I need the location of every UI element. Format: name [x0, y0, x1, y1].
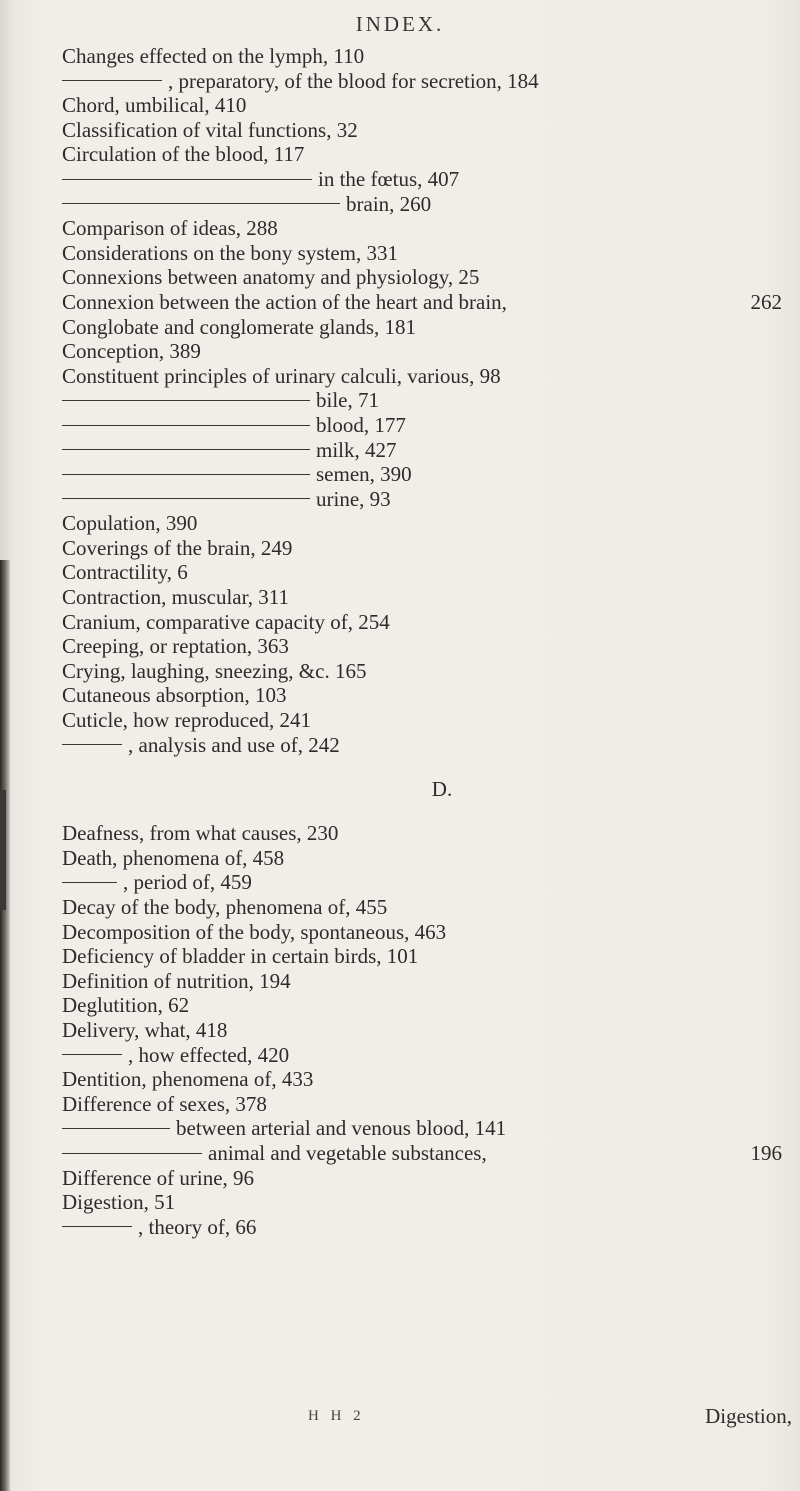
index-entry — [62, 708, 782, 733]
entry-text: blood, 177 — [316, 412, 406, 437]
index-entry — [62, 265, 782, 290]
entry-text: bile, 71 — [316, 388, 379, 413]
ditto-dash — [62, 744, 122, 745]
index-entry — [62, 413, 782, 438]
index-entry — [62, 993, 782, 1018]
index-entry — [62, 438, 782, 463]
index-entry — [62, 1067, 782, 1092]
page-header: INDEX. — [355, 12, 445, 36]
book-spine-shadow — [0, 560, 10, 1491]
entry-text: Delivery, what, 418 — [62, 1017, 228, 1042]
entry-text: Cuticle, how reproduced, 241 — [62, 708, 312, 733]
ditto-dash — [62, 1128, 170, 1129]
entry-text: , theory of, 66 — [138, 1214, 257, 1239]
entry-text: Chord, umbilical, 410 — [62, 93, 247, 118]
ditto-dash — [62, 425, 310, 426]
index-entry — [62, 290, 782, 315]
entry-text: , analysis and use of, 242 — [128, 732, 340, 757]
entry-text: urine, 93 — [316, 486, 391, 511]
ditto-dash — [62, 203, 340, 204]
index-entry — [62, 733, 782, 758]
section-c-list — [62, 44, 782, 757]
entry-text: Decomposition of the body, spontaneous, 463 — [62, 919, 447, 944]
index-entry — [62, 969, 782, 994]
entry-text: milk, 427 — [316, 437, 397, 462]
entry-text: in the fœtus, 407 — [318, 166, 460, 191]
entry-text: Digestion, 51 — [62, 1190, 176, 1215]
index-entry — [62, 241, 782, 266]
ditto-dash — [62, 449, 310, 450]
entry-text: semen, 390 — [316, 462, 412, 487]
entry-text: between arterial and venous blood, 141 — [176, 1116, 507, 1141]
index-entry — [62, 192, 782, 217]
index-entry — [62, 511, 782, 536]
entry-page-number: 196 — [750, 1140, 782, 1165]
index-entry — [62, 846, 782, 871]
entry-text: Difference of sexes, 378 — [62, 1091, 267, 1116]
entry-text: animal and vegetable substances, — [208, 1140, 487, 1165]
index-entry — [62, 118, 782, 143]
entry-text: Deficiency of bladder in certain birds, 101 — [62, 944, 419, 969]
catchword: Digestion, — [705, 1404, 792, 1428]
entry-text: Connexions between anatomy and physiology, 25 — [62, 265, 480, 290]
entry-text: , how effected, 420 — [128, 1042, 290, 1067]
entry-text: Deafness, from what causes, 230 — [62, 821, 339, 846]
index-entry — [62, 821, 782, 846]
ditto-dash — [62, 1153, 202, 1154]
index-entry — [62, 536, 782, 561]
section-d-heading: D. — [431, 777, 453, 802]
index-entry — [62, 487, 782, 512]
index-entry — [62, 1092, 782, 1117]
entry-text: Deglutition, 62 — [62, 993, 190, 1018]
entry-text: Death, phenomena of, 458 — [62, 845, 285, 870]
entry-text: Cutaneous absorption, 103 — [62, 683, 287, 708]
index-entry — [62, 1215, 782, 1240]
index-entry — [62, 1166, 782, 1191]
index-entry — [62, 895, 782, 920]
index-entry — [62, 870, 782, 895]
index-entry — [62, 1018, 782, 1043]
book-edge — [0, 790, 6, 910]
entry-text: Contraction, muscular, 311 — [62, 585, 290, 610]
ditto-dash — [62, 498, 310, 499]
entry-text: Conception, 389 — [62, 339, 201, 364]
ditto-dash — [62, 80, 162, 81]
entry-text: Copulation, 390 — [62, 511, 198, 536]
entry-text: Conglobate and conglomerate glands, 181 — [62, 314, 416, 339]
ditto-dash — [62, 1054, 122, 1055]
index-entry — [62, 388, 782, 413]
page-footer — [0, 1404, 800, 1430]
index-entry — [62, 634, 782, 659]
entry-text: Crying, laughing, sneezing, &c. 165 — [62, 658, 367, 683]
entry-text: Definition of nutrition, 194 — [62, 968, 291, 993]
index-entry — [62, 339, 782, 364]
entry-text: Difference of urine, 96 — [62, 1165, 255, 1190]
entry-text: Constituent principles of urinary calculi, various, 98 — [62, 363, 501, 388]
index-entry — [62, 315, 782, 340]
entry-text: Coverings of the brain, 249 — [62, 535, 293, 560]
entry-text: Decay of the body, phenomena of, 455 — [62, 895, 388, 919]
index-entry — [62, 560, 782, 585]
index-entry — [62, 142, 782, 167]
entry-text: Creeping, or reptation, 363 — [62, 634, 289, 659]
index-entry — [62, 920, 782, 945]
ditto-dash — [62, 179, 312, 180]
index-entry — [62, 1116, 782, 1141]
section-d-list — [62, 821, 782, 1239]
entry-text: Classification of vital functions, 32 — [62, 117, 358, 142]
entry-text: brain, 260 — [346, 191, 432, 216]
entry-text: Contractility, 6 — [62, 560, 188, 585]
signature-mark: H H 2 — [308, 1408, 365, 1424]
index-entries — [62, 44, 782, 1239]
index-entry — [62, 1141, 782, 1166]
index-entry — [62, 69, 782, 94]
index-entry — [62, 167, 782, 192]
index-entry — [62, 216, 782, 241]
index-entry — [62, 585, 782, 610]
entry-text: Circulation of the blood, 117 — [62, 142, 305, 167]
entry-text: Connexion between the action of the heart and brain, — [62, 289, 507, 314]
ditto-dash — [62, 474, 310, 475]
index-entry — [62, 364, 782, 389]
entry-text: , preparatory, of the blood for secretion, 184 — [168, 68, 539, 93]
index-entry — [62, 944, 782, 969]
index-entry — [62, 1043, 782, 1068]
entry-text: Cranium, comparative capacity of, 254 — [62, 609, 390, 634]
ditto-dash — [62, 400, 310, 401]
index-entry — [62, 44, 782, 69]
ditto-dash — [62, 882, 117, 883]
ditto-dash — [62, 1226, 132, 1227]
entry-page-number: 262 — [750, 289, 782, 314]
entry-text: Changes effected on the lymph, 110 — [62, 44, 365, 68]
index-entry — [62, 93, 782, 118]
entry-text: Considerations on the bony system, 331 — [62, 240, 398, 265]
index-entry — [62, 659, 782, 684]
index-entry — [62, 462, 782, 487]
entry-text: , period of, 459 — [123, 870, 252, 895]
index-entry — [62, 1190, 782, 1215]
index-entry — [62, 683, 782, 708]
entry-text: Dentition, phenomena of, 433 — [62, 1067, 314, 1092]
index-entry — [62, 610, 782, 635]
entry-text: Comparison of ideas, 288 — [62, 216, 278, 241]
